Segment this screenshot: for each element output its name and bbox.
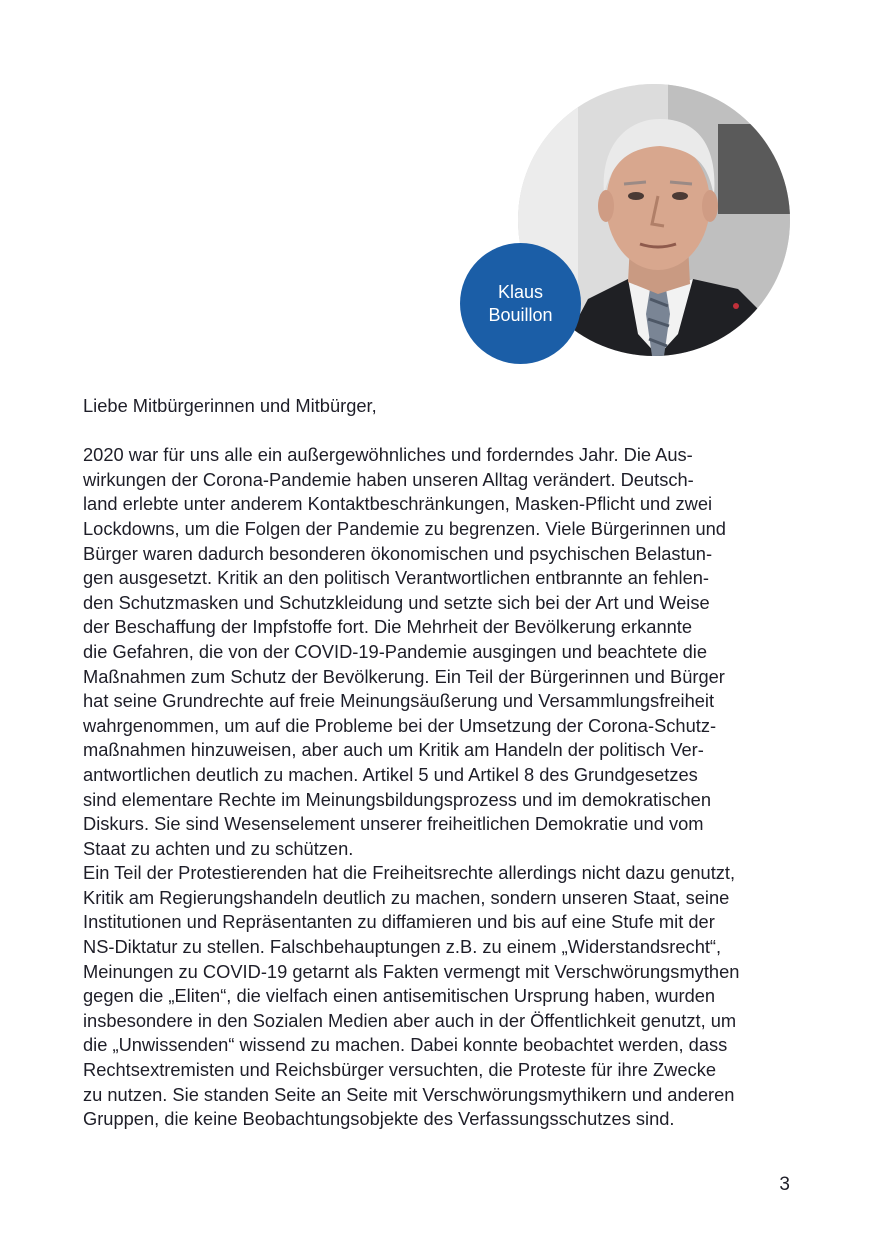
paragraph-2 (83, 861, 795, 1132)
name-badge (460, 243, 581, 364)
text-line: gen ausgesetzt. Kritik an den politisch Verantwortlichen entbrannte an fehlen- (83, 567, 710, 589)
text-line: Maßnahmen zum Schutz der Bevölkerung. Ein Teil der Bürgerinnen und Bürger (83, 665, 725, 687)
text-line: zu nutzen. Sie standen Seite an Seite mit Verschwörungsmythikern und anderen (83, 1083, 735, 1105)
text-line: Institutionen und Repräsentanten zu diffamieren und bis auf eine Stufe mit der (83, 911, 715, 933)
paragraph-1 (83, 443, 795, 861)
text-line: Kritik am Regierungshandeln deutlich zu machen, sondern unseren Staat, seine (83, 886, 730, 908)
text-line: Bürger waren dadurch besonderen ökonomischen und psychischen Belastun- (83, 542, 713, 564)
text-line: Lockdowns, um die Folgen der Pandemie zu begrenzen. Viele Bürgerinnen und (83, 517, 726, 539)
text-line: wahrgenommen, um auf die Probleme bei der Umsetzung der Corona-Schutz- (83, 714, 717, 736)
text-line: NS-Diktatur zu stellen. Falschbehauptungen z.B. zu einem „Widerstandsrecht“, (83, 936, 722, 958)
text-line: die Gefahren, die von der COVID-19-Pandemie ausgingen und beachtete die (83, 640, 707, 662)
salutation: Liebe Mitbürgerinnen und Mitbürger, (83, 395, 377, 416)
text-line: Diskurs. Sie sind Wesenselement unserer freiheitlichen Demokratie und vom (83, 813, 704, 835)
text-line: Rechtsextremisten und Reichsbürger versuchten, die Proteste für ihre Zwecke (83, 1059, 717, 1081)
page-number: 3 (779, 1174, 790, 1195)
text-line: wirkungen der Corona-Pandemie haben unseren Alltag verändert. Deutsch- (83, 468, 694, 490)
text-line: sind elementare Rechte im Meinungsbildungsprozess und im demokratischen (83, 788, 711, 810)
text-line: insbesondere in den Sozialen Medien aber auch in der Öffentlichkeit genutzt, um (83, 1009, 737, 1031)
text-line: 2020 war für uns alle ein außergewöhnliches und forderndes Jahr. Die Aus- (83, 444, 693, 466)
text-line: Ein Teil der Protestierenden hat die Freiheitsrechte allerdings nicht dazu genutzt, (83, 862, 736, 884)
text-line: hat seine Grundrechte auf freie Meinungsäußerung und Versammlungsfreiheit (83, 690, 715, 712)
text-line: antwortlichen deutlich zu machen. Artikel 5 und Artikel 8 des Grundgesetzes (83, 763, 698, 785)
text-line: Gruppen, die keine Beobachtungsobjekte des Verfassungsschutzes sind. (83, 1108, 675, 1130)
text-line: der Beschaffung der Impfstoffe fort. Die Mehrheit der Bevölkerung erkannte (83, 616, 693, 638)
letter-body (83, 394, 795, 1132)
text-line: Staat zu achten und zu schützen. (83, 837, 354, 859)
badge-last-name: Bouillon (488, 304, 553, 325)
text-line: land erlebte unter anderem Kontaktbeschränkungen, Masken-Pflicht und zwei (83, 493, 713, 515)
text-line: gegen die „Eliten“, die vielfach einen antisemitischen Ursprung haben, wurden (83, 985, 716, 1007)
text-line: Meinungen zu COVID-19 getarnt als Fakten vermengt mit Verschwörungsmythen (83, 960, 740, 982)
text-line: den Schutzmasken und Schutzkleidung und setzte sich bei der Art und Weise (83, 591, 710, 613)
text-line: die „Unwissenden“ wissend zu machen. Dabei konnte beobachtet werden, dass (83, 1034, 728, 1056)
text-line: maßnahmen hinzuweisen, aber auch um Kritik am Handeln der politisch Ver- (83, 739, 704, 761)
badge-first-name: Klaus (497, 281, 544, 302)
